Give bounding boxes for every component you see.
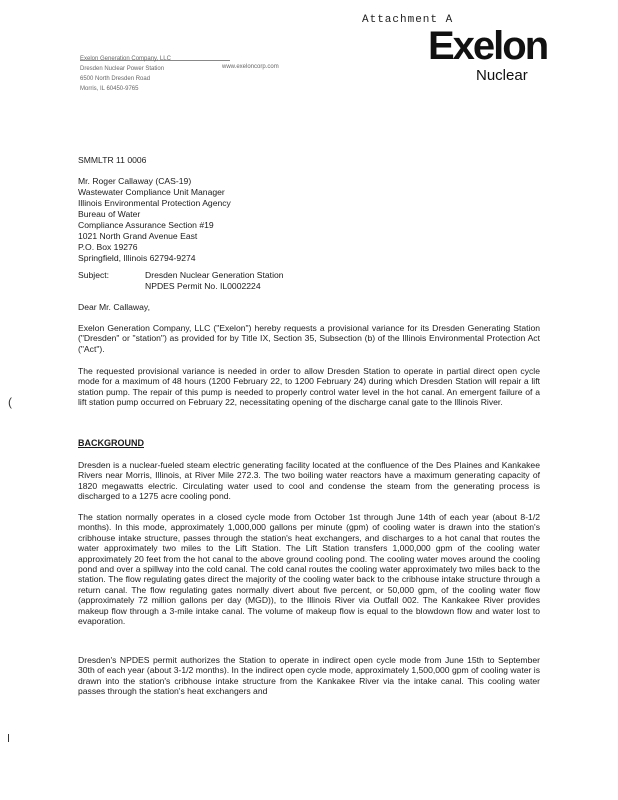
recipient-line: Compliance Assurance Section #19 <box>78 220 214 230</box>
exelon-logo: Exelon <box>428 24 548 68</box>
address-line: 6500 North Dresden Road <box>80 76 151 82</box>
subject-label: Subject: <box>78 270 110 280</box>
paragraph: The station normally operates in a closed cycle mode from October 1st through June 14th of each year (about 8-1/2 months). In this mode, approximately 1,000,000 gallons per minute (gpm) of cooling water is drawn into the station's cribhouse intake structure, passes through the station's heat exchangers, and discharges to a hot canal that routes the water approximately two miles to the Lift Station. The Lift Station transfers 1,000,000 gpm of the cooling water approximately 20 feet from the hot canal to the above ground cooling pond. The cooling water moves around the cooling pond and over a spillway into the cold canal. The cold canal routes the cooling water approximately two miles back to the station. The flow regulating gates direct the majority of the cooling water back to the cribhouse intake structure through a return canal. The flow regulating gates normally divert about five percent, or 50,000 gpm, of the cooling water flow (approximately 72 million gallons per day (MGD)), to the Illinois River via Outfall 002. The Kankakee River provides makeup flow through a 3-mile intake canal. The volume of makeup flow is equal to the blowdown flow and water lost to evaporation. <box>78 512 540 627</box>
section-heading: BACKGROUND <box>78 438 144 448</box>
recipient-line: Illinois Environmental Protection Agency <box>78 198 231 208</box>
letter-reference: SMMLTR 11 0006 <box>78 155 147 165</box>
recipient-line: Springfield, Illinois 62794-9274 <box>78 253 196 263</box>
recipient-line: P.O. Box 19276 <box>78 242 138 252</box>
address-line: Dresden Nuclear Power Station <box>80 66 165 72</box>
paragraph: Dresden is a nuclear-fueled steam electric generating facility located at the confluence of the Des Plaines and Kankakee Rivers near Morris, Illinois, at River Mile 272.3. The two boiling water reactors have a maximum generating capacity of 1820 megawatts electric. Circulating water used to cool and condense the steam from the generating process is discharged to a 1275 acre cooling pond. <box>78 460 540 502</box>
margin-mark: ( <box>8 395 12 409</box>
paragraph: The requested provisional variance is needed in order to allow Dresden Station to operate in partial direct open cycle mode for a maximum of 48 hours (1200 February 22, to 1200 February 24) during which Dresden Station will repair a lift station pump. The repair of this pump is needed to properly control water level in the hot canal. An emergent failure of a lift station pump occurred on February 22, necessitating opening of the discharge canal gate to the Illinois River. <box>78 366 540 408</box>
paragraph: Dresden's NPDES permit authorizes the Station to operate in indirect open cycle mode from June 15th to September 30th of each year (about 3-1/2 months). In the indirect open cycle mode, approximately 1,500,000 gpm of cooling water is drawn into the station's cribhouse intake structure from the Kankakee River via the intake canal. This cooling water passes through the station's heat exchangers and <box>78 655 540 697</box>
subject-line: NPDES Permit No. IL0002224 <box>145 281 261 291</box>
recipient-line: Wastewater Compliance Unit Manager <box>78 187 225 197</box>
attachment-label: Attachment A <box>362 14 454 26</box>
recipient-line: Mr. Roger Callaway (CAS-19) <box>78 176 192 186</box>
salutation: Dear Mr. Callaway, <box>78 302 150 312</box>
paragraph: Exelon Generation Company, LLC ("Exelon") hereby requests a provisional variance for its Dresden Generating Station ("Dresden" or "station") as provided for by Title IX, Section 35, Subsection (b) of the Illinois Environmental Protection Act ("Act"). <box>78 323 540 354</box>
logo-subtitle: Nuclear <box>476 67 528 84</box>
recipient-line: Bureau of Water <box>78 209 141 219</box>
address-line: Exelon Generation Company, LLC <box>80 56 171 62</box>
website-link[interactable]: www.exeloncorp.com <box>222 64 279 70</box>
address-line: Morris, IL 60450-9765 <box>80 86 139 92</box>
margin-mark <box>8 734 9 742</box>
recipient-line: 1021 North Grand Avenue East <box>78 231 198 241</box>
subject-line: Dresden Nuclear Generation Station <box>145 270 284 280</box>
